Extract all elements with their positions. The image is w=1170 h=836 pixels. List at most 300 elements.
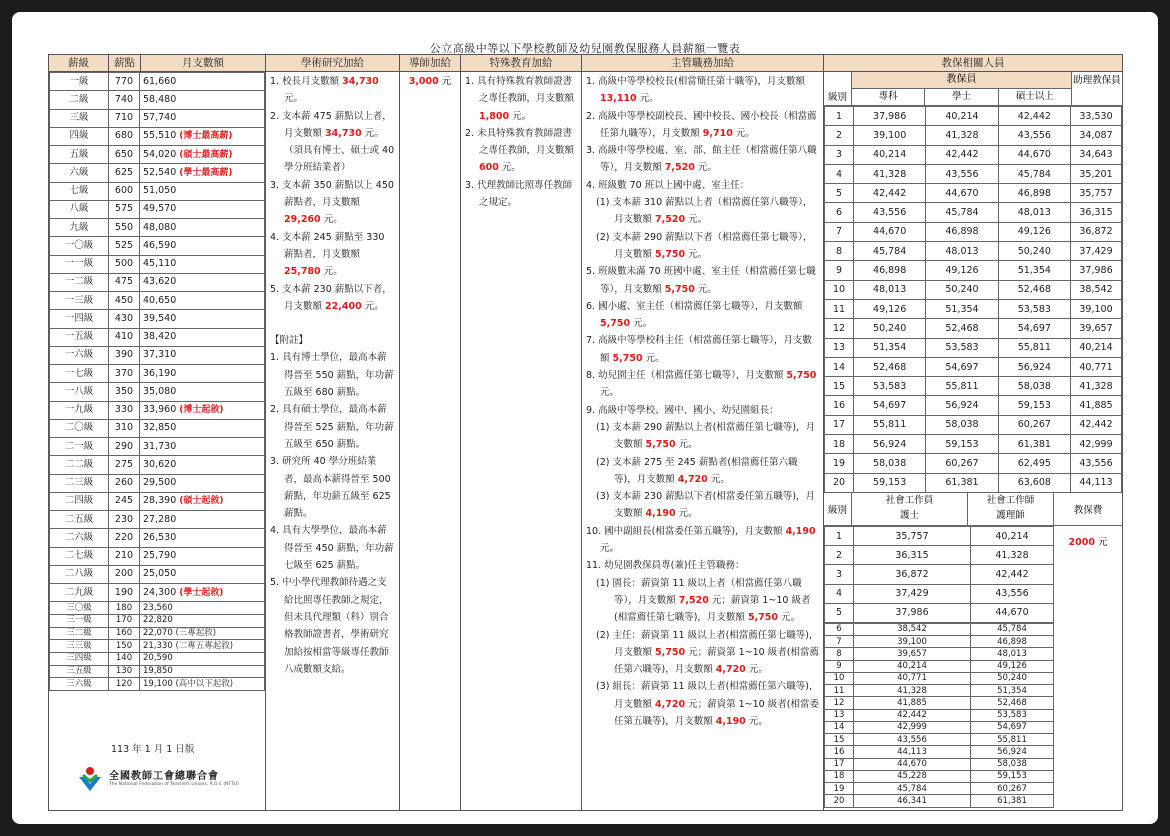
- points-cell: 330: [109, 401, 140, 419]
- edu-value-cell: 48,013: [926, 242, 998, 261]
- edu-value-cell: 60,267: [998, 415, 1070, 434]
- social-level-header: 級別: [824, 493, 852, 525]
- zhuanke-header: 專科: [852, 89, 925, 105]
- amount-tag: (博士起敘): [179, 405, 224, 416]
- edu-row: [825, 454, 1122, 473]
- edu-value-cell: 53,583: [854, 377, 926, 396]
- points-cell: 210: [109, 547, 140, 565]
- social-value-cell: 44,113: [854, 746, 971, 758]
- points-cell: 160: [109, 627, 140, 640]
- amount-value: 39,540: [143, 312, 177, 324]
- admin-note-8: 8. 幼兒園主任（相當薦任第七職等），月支數額 5,750 元。: [586, 370, 817, 399]
- salary-row: [50, 200, 265, 218]
- edu-value-cell: 43,556: [998, 126, 1070, 145]
- edu-value-cell: 53,583: [926, 338, 998, 357]
- appendix-note-4: 4. 具有大學學位，最高本薪得晉至 450 薪點，年功薪七級至 625 薪點。: [270, 525, 394, 572]
- social-value-cell: 50,240: [971, 672, 1054, 684]
- admin-note-9: 9. 高級中等學校、國中、國小、幼兒園組長：: [586, 404, 779, 416]
- edu-level-cell: 2: [825, 126, 854, 145]
- edu-value-cell: 53,583: [998, 299, 1070, 318]
- grade-cell: 二三級: [50, 474, 109, 492]
- edu-value-cell: 39,100: [854, 126, 926, 145]
- points-cell: 710: [109, 109, 140, 127]
- admin-notes: [586, 73, 819, 730]
- social-value-cell: 36,872: [854, 565, 971, 584]
- grade-cell: 一四級: [50, 310, 109, 328]
- edu-value-cell: 42,999: [1071, 435, 1122, 454]
- amount-value: 38,420: [143, 331, 177, 343]
- admin-note-10: 10. 國中副組長(相當委任第五職等)，月支數額 4,190 元。: [586, 525, 816, 555]
- amount-value: 20,590: [143, 653, 173, 664]
- salary-row: [50, 456, 265, 474]
- social-row: [825, 758, 1054, 770]
- amount-value: 30,620: [143, 458, 177, 470]
- appendix-note-3: 3. 研究所 40 學分班結業者，最高本薪得晉至 500 薪點，年功薪五級至 625 薪點。: [270, 456, 391, 520]
- points-cell: 450: [109, 292, 140, 310]
- amount-value: 25,790: [143, 550, 177, 562]
- salary-row: [50, 653, 265, 666]
- admin-note-11-3: (3) 組長：薪資第 11 級以上者(相當薦任第六職等)，月支數額 4,720 元；薪資第 1~10 級者(相當委任第五職等)，月支數額 4,190 元。: [596, 681, 819, 727]
- research-column: [265, 54, 400, 811]
- edu-value-cell: 34,087: [1071, 126, 1122, 145]
- assistant-header: 助理教保員: [1073, 75, 1121, 86]
- amount-value: 36,190: [143, 367, 177, 379]
- points-cell: 550: [109, 219, 140, 237]
- edu-staff-group: [852, 72, 1072, 105]
- amount-cell: [140, 310, 265, 328]
- grade-cell: 三二級: [50, 627, 109, 640]
- salary-row: [50, 627, 265, 640]
- edu-value-cell: 41,328: [854, 164, 926, 183]
- research-note-5: 5. 支本薪 230 薪點以下者，月支數額 22,400 元。: [270, 283, 392, 312]
- edu-value-cell: 46,898: [998, 184, 1070, 203]
- social-small-table: [824, 623, 1054, 808]
- edu-value-cell: 37,429: [1071, 242, 1122, 261]
- social-value-cell: 48,013: [971, 648, 1054, 660]
- grade-header: 薪級: [49, 55, 109, 72]
- edu-value-cell: 40,214: [1071, 338, 1122, 357]
- salary-row: [50, 383, 265, 401]
- amount-value: 26,530: [143, 531, 177, 543]
- social-value-cell: 41,328: [854, 685, 971, 697]
- points-cell: 770: [109, 73, 140, 91]
- grade-cell: 二〇級: [50, 419, 109, 437]
- edu-value-cell: 56,924: [998, 357, 1070, 376]
- edu-level-header: 級別: [824, 72, 852, 105]
- amount-value: 22,820: [143, 615, 173, 626]
- appendix-heading: 【附註】: [270, 335, 309, 347]
- social-row: [825, 685, 1054, 697]
- special-note-1: 1. 具有特殊教育教師證書之專任教師，月支數額 1,800 元。: [465, 76, 575, 122]
- edu-row: [825, 473, 1122, 492]
- salary-row: [50, 438, 265, 456]
- points-cell: 190: [109, 584, 140, 602]
- edu-value-cell: 45,784: [926, 203, 998, 222]
- amount-cell: [140, 401, 265, 419]
- edu-row: [825, 319, 1122, 338]
- grade-cell: 三〇級: [50, 602, 109, 615]
- research-note-2: 2. 支本薪 475 薪點以上者，月支數額 34,730 元。（須具有博士、碩士或 40 學分班結業者）: [270, 110, 395, 174]
- amount-cell: [140, 419, 265, 437]
- edition-label: 113 年 1 月 1 日版: [111, 744, 195, 755]
- amount-value: 28,390: [143, 495, 177, 507]
- social-level-cell: 1: [825, 526, 854, 545]
- edu-level-cell: 10: [825, 280, 854, 299]
- social-value-cell: 37,429: [854, 584, 971, 603]
- edu-column: [823, 54, 1123, 811]
- salary-row: [50, 511, 265, 529]
- amount-value: 48,080: [143, 221, 177, 233]
- points-cell: 275: [109, 456, 140, 474]
- edu-value-cell: 59,153: [926, 435, 998, 454]
- appendix-note-5: 5. 中小學代理教師待遇之支給比照專任教師之規定，但未具代理類（科）別合格教師證書者，學術研究加給按相當等級專任教師八成數額支給。: [270, 577, 389, 675]
- social-value-cell: 46,898: [971, 636, 1054, 648]
- social-value-cell: 40,214: [854, 660, 971, 672]
- social-level-cell: 5: [825, 603, 854, 622]
- edu-value-cell: 52,468: [854, 357, 926, 376]
- edu-row: [825, 203, 1122, 222]
- salary-row: [50, 127, 265, 145]
- amount-value: 31,730: [143, 440, 177, 452]
- appendix-note-2: 2. 具有碩士學位，最高本薪得晉至 525 薪點，年功薪五級至 650 薪點。: [270, 404, 394, 450]
- edu-value-cell: 37,986: [1071, 261, 1122, 280]
- amount-cell: [140, 273, 265, 291]
- monthly-header: 月支數額: [141, 55, 265, 72]
- social-tables: [824, 526, 1122, 808]
- points-cell: 525: [109, 237, 140, 255]
- admin-note-3: 3. 高級中等學校處、室、部、館主任（相當薦任第八職等），月支數額 7,520 元。: [586, 145, 817, 174]
- points-cell: 680: [109, 127, 140, 145]
- amount-cell: [140, 365, 265, 383]
- amount-value: 25,050: [143, 568, 177, 580]
- social-level-cell: 6: [825, 623, 854, 635]
- edu-value-cell: 38,542: [1071, 280, 1122, 299]
- edu-value-cell: 44,670: [998, 145, 1070, 164]
- salary-row: [50, 474, 265, 492]
- grade-cell: 六級: [50, 164, 109, 182]
- grade-cell: 二六級: [50, 529, 109, 547]
- salary-table: [49, 72, 265, 691]
- admin-header: 主管職務加給: [582, 55, 823, 72]
- amount-cell: [140, 73, 265, 91]
- social-value-cell: 42,442: [854, 709, 971, 721]
- points-cell: 430: [109, 310, 140, 328]
- grade-cell: 三三級: [50, 640, 109, 653]
- edu-level-cell: 13: [825, 338, 854, 357]
- grade-cell: 一三級: [50, 292, 109, 310]
- salary-row: [50, 640, 265, 653]
- amount-tag: (學士最高薪): [179, 167, 233, 178]
- salary-column: [48, 54, 266, 811]
- social-row: [825, 697, 1054, 709]
- grade-cell: 一五級: [50, 328, 109, 346]
- social-row: [825, 734, 1054, 746]
- social-row: [825, 648, 1054, 660]
- grade-cell: 二七級: [50, 547, 109, 565]
- salary-row: [50, 401, 265, 419]
- amount-value: 49,570: [143, 203, 177, 215]
- edu-staff-header: 教保員: [852, 72, 1071, 89]
- points-cell: 575: [109, 200, 140, 218]
- admin-note-7: 7. 高級中等學校科主任（相當薦任第七職等），月支數額 5,750 元。: [586, 335, 812, 364]
- social-value-cell: 45,784: [854, 783, 971, 795]
- edu-value-cell: 50,240: [854, 319, 926, 338]
- edu-value-cell: 62,495: [998, 454, 1070, 473]
- grade-cell: 七級: [50, 182, 109, 200]
- amount-cell: [140, 182, 265, 200]
- edu-value-cell: 44,670: [926, 184, 998, 203]
- social-value-cell: 36,315: [854, 546, 971, 565]
- social-value-cell: 39,657: [854, 648, 971, 660]
- amount-cell: [140, 678, 265, 691]
- amount-value: 35,080: [143, 385, 177, 397]
- edu-value-cell: 52,468: [998, 280, 1070, 299]
- amount-cell: [140, 492, 265, 510]
- amount-cell: [140, 91, 265, 109]
- salary-row: [50, 273, 265, 291]
- grade-cell: 一一級: [50, 255, 109, 273]
- edu-value-cell: 49,126: [926, 261, 998, 280]
- edu-level-cell: 8: [825, 242, 854, 261]
- edu-row: [825, 164, 1122, 183]
- salary-row: [50, 146, 265, 164]
- social-value-cell: 46,341: [854, 795, 971, 807]
- amount-value: 58,480: [143, 93, 177, 105]
- special-header: 特殊教育加給: [461, 55, 581, 72]
- grade-cell: 一〇級: [50, 237, 109, 255]
- edu-value-cell: 42,442: [998, 107, 1070, 126]
- edu-value-cell: 58,038: [926, 415, 998, 434]
- salary-row: [50, 182, 265, 200]
- edu-row: [825, 145, 1122, 164]
- amount-cell: [140, 602, 265, 615]
- nurse-header: 護士: [899, 509, 919, 521]
- edu-level-cell: 5: [825, 184, 854, 203]
- points-cell: 130: [109, 665, 140, 678]
- edu-value-cell: 43,556: [1071, 454, 1122, 473]
- salary-row: [50, 109, 265, 127]
- points-cell: 200: [109, 565, 140, 583]
- edu-value-cell: 51,354: [854, 338, 926, 357]
- amount-cell: [140, 584, 265, 602]
- grade-cell: 二二級: [50, 456, 109, 474]
- points-cell: 350: [109, 383, 140, 401]
- edu-row: [825, 377, 1122, 396]
- social-value-cell: 44,670: [971, 603, 1054, 622]
- social-level-cell: 20: [825, 795, 854, 807]
- social-value-cell: 52,468: [971, 697, 1054, 709]
- edu-value-cell: 51,354: [926, 299, 998, 318]
- points-cell: 150: [109, 640, 140, 653]
- social-level-cell: 11: [825, 685, 854, 697]
- amount-value: 52,540: [143, 166, 177, 178]
- points-cell: 475: [109, 273, 140, 291]
- salary-row: [50, 419, 265, 437]
- edu-value-cell: 63,608: [998, 473, 1070, 492]
- salary-row: [50, 547, 265, 565]
- amount-value: 27,280: [143, 513, 177, 525]
- social-worker-group: [852, 493, 968, 525]
- social-value-cell: 37,986: [854, 603, 971, 622]
- union-name: 全國教師工會總聯合會: [109, 771, 219, 782]
- amount-value: 43,620: [143, 276, 177, 288]
- amount-tag: (碩士最高薪): [179, 149, 233, 160]
- edu-value-cell: 59,153: [998, 396, 1070, 415]
- social-row: [825, 636, 1054, 648]
- edu-value-cell: 33,530: [1071, 107, 1122, 126]
- edu-level-cell: 3: [825, 145, 854, 164]
- amount-cell: [140, 146, 265, 164]
- social-value-cell: 45,228: [854, 770, 971, 782]
- grade-cell: 一九級: [50, 401, 109, 419]
- edu-value-cell: 43,556: [926, 164, 998, 183]
- edu-level-cell: 14: [825, 357, 854, 376]
- edu-fee-header: 教保費: [1073, 504, 1103, 516]
- points-cell: 410: [109, 328, 140, 346]
- grade-cell: 二五級: [50, 511, 109, 529]
- edu-value-cell: 55,811: [926, 377, 998, 396]
- edu-level-cell: 6: [825, 203, 854, 222]
- points-cell: 600: [109, 182, 140, 200]
- social-subheader: [824, 492, 1122, 526]
- points-cell: 625: [109, 164, 140, 182]
- social-row: [825, 721, 1054, 733]
- social-row: [825, 565, 1054, 584]
- grade-cell: 一二級: [50, 273, 109, 291]
- social-row: [825, 672, 1054, 684]
- amount-cell: [140, 219, 265, 237]
- salary-row: [50, 164, 265, 182]
- grade-cell: 一八級: [50, 383, 109, 401]
- grade-cell: 一七級: [50, 365, 109, 383]
- social-level-cell: 18: [825, 770, 854, 782]
- edu-value-cell: 39,100: [1071, 299, 1122, 318]
- shuoshi-header: 碩士以上: [1015, 91, 1054, 102]
- amount-value: 45,110: [143, 258, 177, 270]
- points-cell: 290: [109, 438, 140, 456]
- social-worker-header: 社會工作員: [885, 494, 934, 506]
- edu-value-cell: 42,442: [1071, 415, 1122, 434]
- edu-table: [824, 106, 1122, 493]
- edu-value-cell: 56,924: [926, 396, 998, 415]
- social-value-cell: 56,924: [971, 746, 1054, 758]
- edu-value-cell: 59,153: [854, 473, 926, 492]
- amount-value: 19,850: [143, 666, 173, 677]
- edu-value-cell: 41,328: [926, 126, 998, 145]
- amount-value: 37,310: [143, 349, 177, 361]
- admin-note-4-2: (2) 支本薪 290 薪點以下者（相當薦任第七職等），月支數額 5,750 元。: [596, 231, 813, 260]
- amount-value: 24,300: [143, 586, 177, 598]
- edu-value-cell: 58,038: [854, 454, 926, 473]
- salary-header-row: [49, 55, 265, 72]
- social-row: [825, 709, 1054, 721]
- edu-subheader: [824, 72, 1122, 106]
- admin-note-5: 5. 班級數未滿 70 班國中處、室主任（相當薦任第七職等），月支數額 5,750 元。: [586, 266, 816, 295]
- appendix-note-1: 1. 具有博士學位，最高本薪得晉至 550 薪點，年功薪五級至 680 薪點。: [270, 352, 394, 399]
- amount-cell: [140, 456, 265, 474]
- social-value-cell: 44,670: [854, 758, 971, 770]
- amount-cell: [140, 346, 265, 364]
- amount-value: 32,850: [143, 422, 177, 434]
- special-note-2: 2. 未具特殊教育教師證書之專任教師，月支數額 600 元。: [465, 127, 575, 174]
- grade-cell: 三五級: [50, 665, 109, 678]
- social-value-cell: 60,267: [971, 783, 1054, 795]
- points-cell: 310: [109, 419, 140, 437]
- social-level-cell: 15: [825, 734, 854, 746]
- amount-value: 51,050: [143, 185, 177, 197]
- amount-tag: (學士起敘): [179, 587, 224, 598]
- amount-cell: [140, 547, 265, 565]
- points-cell: 500: [109, 255, 140, 273]
- social-value-cell: 40,214: [971, 526, 1054, 545]
- social-level-cell: 9: [825, 660, 854, 672]
- union-name-english: The National Federation of Teachers Unions, R.O.C (NFTU): [109, 782, 239, 787]
- grade-cell: 三六級: [50, 678, 109, 691]
- amount-tag: (碩士起敘): [179, 496, 224, 507]
- edu-value-cell: 54,697: [854, 396, 926, 415]
- salary-row: [50, 665, 265, 678]
- edu-level-cell: 12: [825, 319, 854, 338]
- amount-cell: [140, 653, 265, 666]
- social-row: [825, 795, 1054, 807]
- amount-value: 55,510: [143, 130, 177, 142]
- admin-note-11-1: (1) 園長：薪資第 11 級以上者（相當薦任第八職等），月支數額 7,520 元；薪資第 1~10 級者(相當薦任第七職等)，月支數額 5,750 元。: [596, 577, 811, 624]
- research-note-1: 1. 校長月支數額 34,730 元。: [270, 76, 379, 105]
- social-level-cell: 16: [825, 746, 854, 758]
- edu-fee-value: 2000 元: [1068, 536, 1108, 548]
- document-title: 公立高級中等以下學校教師及幼兒園教保服務人員薪額一覽表: [429, 42, 741, 55]
- edu-row: [825, 280, 1122, 299]
- social-row: [825, 660, 1054, 672]
- points-cell: 220: [109, 529, 140, 547]
- points-cell: 650: [109, 146, 140, 164]
- social-value-cell: 58,038: [971, 758, 1054, 770]
- edu-level-cell: 19: [825, 454, 854, 473]
- amount-cell: [140, 127, 265, 145]
- social-value-cell: 59,153: [971, 770, 1054, 782]
- points-header: 薪點: [109, 55, 141, 72]
- admin-note-9-1: (1) 支本薪 290 薪點以上者(相當薦任第七職等)，月支數額 5,750 元。: [596, 421, 816, 451]
- amount-value: 57,740: [143, 112, 177, 124]
- social-value-cell: 45,784: [971, 623, 1054, 635]
- edu-header: 教保相關人員: [824, 55, 1122, 72]
- edu-value-cell: 48,013: [998, 203, 1070, 222]
- edu-value-cell: 36,872: [1071, 222, 1122, 241]
- points-cell: 245: [109, 492, 140, 510]
- edu-value-cell: 45,784: [998, 164, 1070, 183]
- mentor-value: 3,000 元: [408, 76, 452, 87]
- social-level-cell: 14: [825, 721, 854, 733]
- amount-cell: [140, 529, 265, 547]
- edu-value-cell: 43,556: [854, 203, 926, 222]
- amount-cell: [140, 328, 265, 346]
- salary-row: [50, 91, 265, 109]
- social-senior-group: [968, 493, 1054, 525]
- social-value-cell: 41,885: [854, 697, 971, 709]
- salary-row: [50, 219, 265, 237]
- edu-value-cell: 35,201: [1071, 164, 1122, 183]
- edu-value-cell: 42,442: [854, 184, 926, 203]
- edu-level-cell: 17: [825, 415, 854, 434]
- edu-value-cell: 42,442: [926, 145, 998, 164]
- social-value-cell: 41,328: [971, 546, 1054, 565]
- grade-cell: 二一級: [50, 438, 109, 456]
- points-cell: 170: [109, 614, 140, 627]
- edu-value-cell: 55,811: [998, 338, 1070, 357]
- social-level-cell: 3: [825, 565, 854, 584]
- edu-row: [825, 299, 1122, 318]
- social-value-cell: 42,999: [854, 721, 971, 733]
